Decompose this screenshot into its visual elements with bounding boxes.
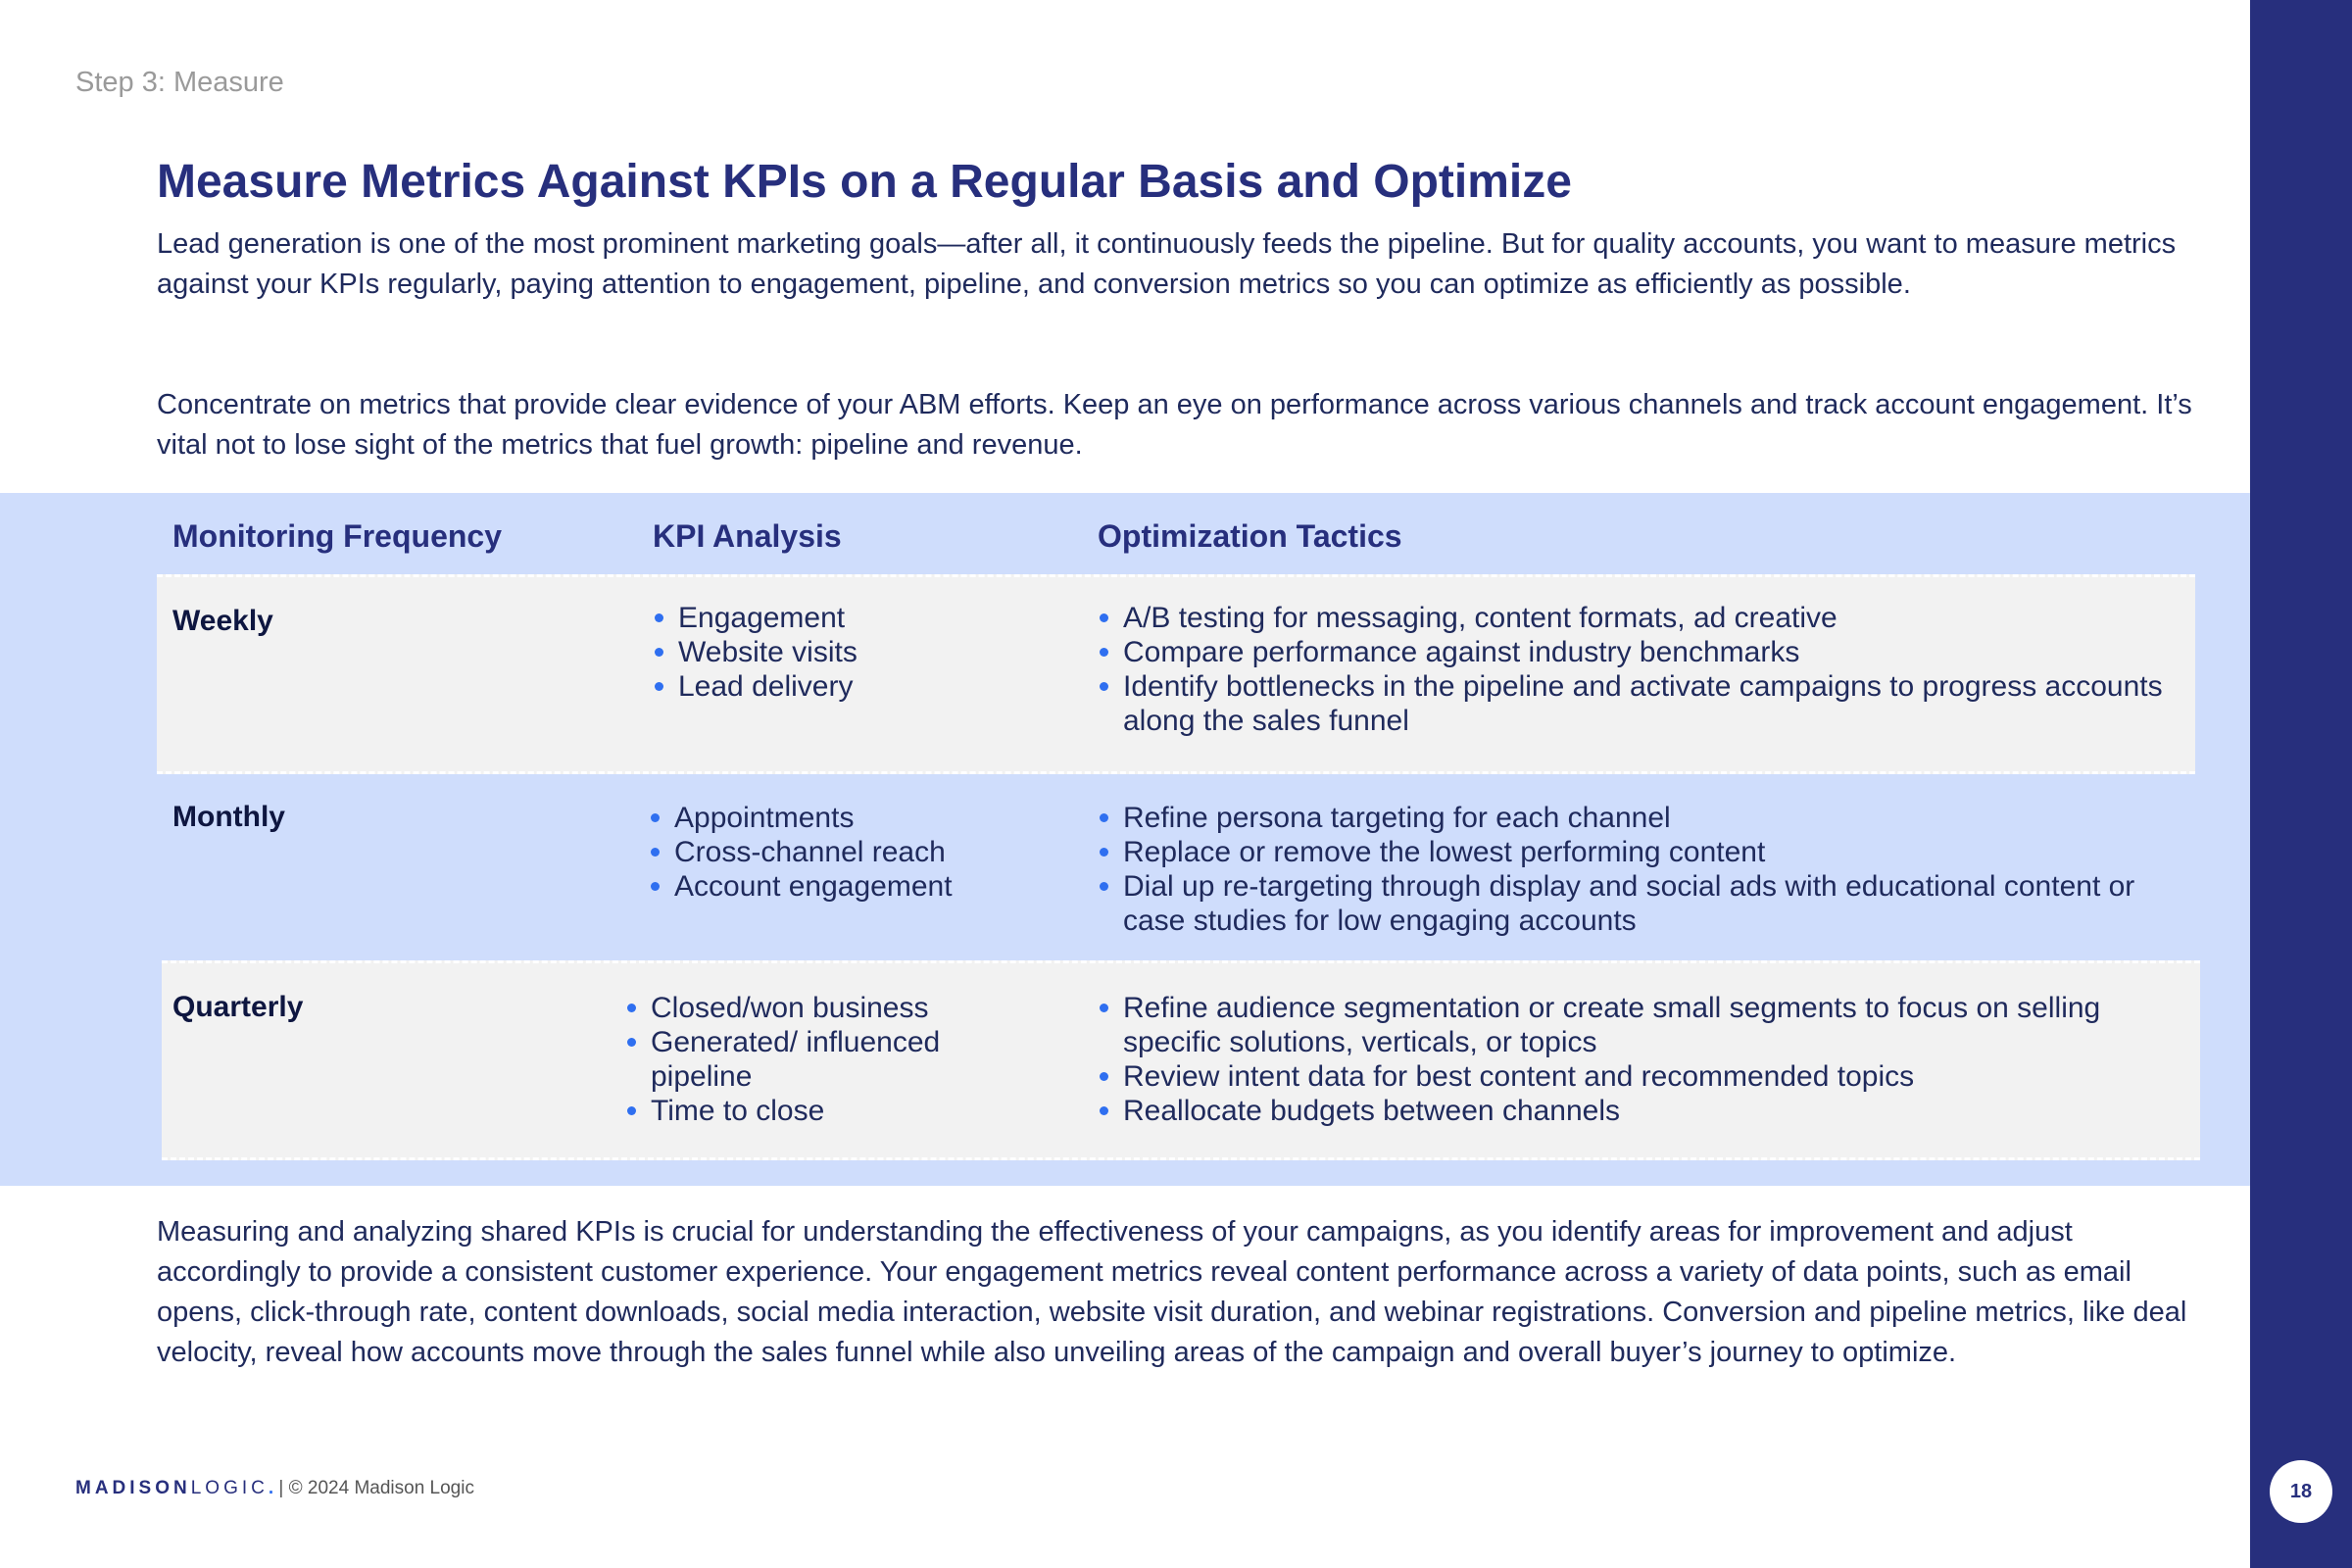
kpi-list-monthly	[649, 801, 1060, 904]
list-item: Refine persona targeting for each channel	[1098, 801, 2166, 835]
header-optimization-tactics: Optimization Tactics	[1098, 518, 1402, 554]
kpi-list-quarterly	[625, 991, 998, 1128]
header-kpi-analysis: KPI Analysis	[653, 518, 842, 554]
list-item: Appointments	[649, 801, 1060, 835]
logo-dot: .	[268, 1478, 274, 1498]
intro-paragraph-1: Lead generation is one of the most prominent marketing goals—after all, it continuously feeds the pipeline. But for quality accounts, you want to measure metrics against your KPIs regularly, paying attention to engagement, pipeline, and conversion metrics so you can optimize as efficiently as possible.	[157, 228, 2177, 300]
frequency-monthly: Monthly	[172, 801, 285, 833]
list-item: Replace or remove the lowest performing content	[1098, 835, 2166, 869]
frequency-weekly: Weekly	[172, 605, 273, 637]
list-item: Refine audience segmentation or create small segments to focus on selling specific solutions, verticals, or topics	[1098, 991, 2136, 1059]
footer	[75, 1478, 474, 1499]
madison-logic-logo: MADISON	[75, 1478, 191, 1498]
frequency-quarterly: Quarterly	[172, 991, 304, 1023]
list-item: Time to close	[625, 1094, 998, 1128]
tactics-list-monthly	[1098, 801, 2166, 938]
list-item: Identify bottlenecks in the pipeline and activate campaigns to progress accounts along the sales funnel	[1098, 669, 2176, 738]
list-item: Review intent data for best content and recommended topics	[1098, 1059, 2136, 1094]
copyright-text: | © 2024 Madison Logic	[273, 1478, 474, 1498]
kpi-list-weekly	[653, 601, 1064, 704]
list-item: Website visits	[653, 635, 1064, 669]
list-item: Reallocate budgets between channels	[1098, 1094, 2136, 1128]
step-label: Step 3: Measure	[75, 67, 284, 98]
tactics-list-quarterly	[1098, 991, 2136, 1128]
list-item: Cross-channel reach	[649, 835, 1060, 869]
list-item: Generated/ influenced pipeline	[625, 1025, 998, 1094]
list-item: A/B testing for messaging, content formats, ad creative	[1098, 601, 2176, 635]
list-item: Lead delivery	[653, 669, 1064, 704]
page-title: Measure Metrics Against KPIs on a Regular Basis and Optimize	[157, 156, 1572, 208]
list-item: Engagement	[653, 601, 1064, 635]
list-item: Account engagement	[649, 869, 1060, 904]
list-item: Compare performance against industry benchmarks	[1098, 635, 2176, 669]
logo-text-light: LOGIC	[190, 1478, 269, 1498]
closing-paragraph: Measuring and analyzing shared KPIs is crucial for understanding the effectiveness of your campaigns, as you identify areas for improvement and adjust accordingly to provide a consistent customer experience. Your engagement metrics reveal content performance across a variety of data points, such as email opens, click-through rate, content downloads, social media interaction, website visit duration, and webinar registrations. Conversion and pipeline metrics, like deal velocity, reveal how accounts move through the sales funnel while also unveiling areas of the campaign and overall buyer’s journey to optimize.	[157, 1216, 2187, 1368]
tactics-list-weekly	[1098, 601, 2176, 738]
list-item: Dial up re-targeting through display and social ads with educational content or case studies for low engaging accounts	[1098, 869, 2166, 938]
header-monitoring-frequency: Monitoring Frequency	[172, 518, 502, 554]
intro-paragraph-2: Concentrate on metrics that provide clear evidence of your ABM efforts. Keep an eye on performance across various channels and track account engagement. It’s vital not to lose sight of the metrics that fuel growth: pipeline and revenue.	[157, 389, 2192, 461]
page-number-badge: 18	[2270, 1460, 2332, 1523]
list-item: Closed/won business	[625, 991, 998, 1025]
right-sidebar-bar	[2250, 0, 2352, 1568]
